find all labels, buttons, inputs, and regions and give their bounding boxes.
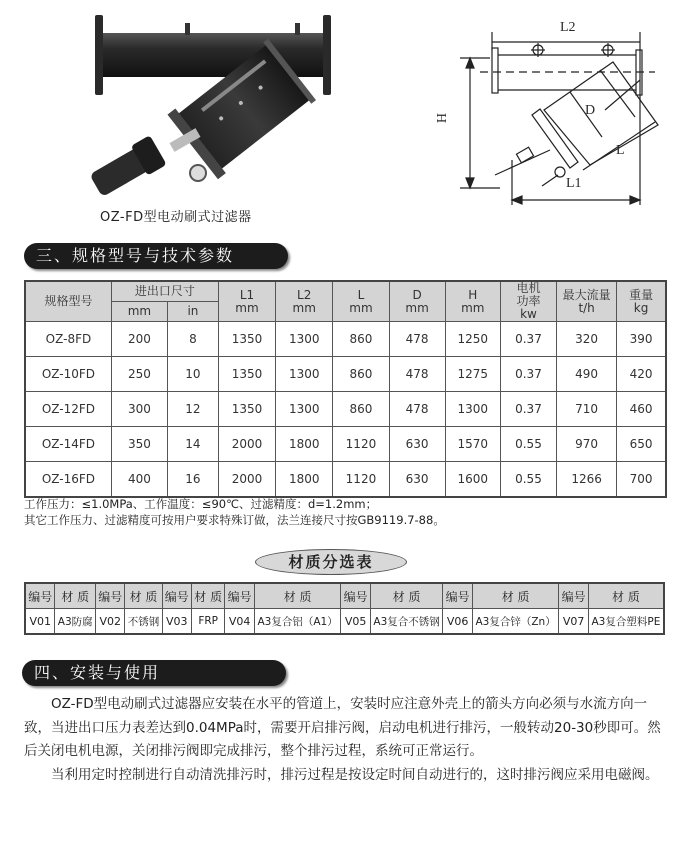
header-l: L mm — [333, 281, 389, 322]
spec-cell: 1266 — [557, 462, 617, 498]
installation-text — [24, 693, 674, 787]
spec-cell: 860 — [333, 322, 389, 357]
label-l: L — [616, 143, 625, 158]
spec-table-body — [25, 322, 666, 498]
spec-cell: 1275 — [445, 357, 500, 392]
header-port-in: in — [167, 302, 218, 322]
material-header-row — [25, 583, 664, 609]
dimension-drawing — [430, 10, 690, 210]
outlet-flange — [323, 15, 331, 95]
spec-cell: 12 — [167, 392, 218, 427]
main-pipe — [102, 33, 327, 77]
spec-cell: 250 — [111, 357, 167, 392]
header-power: 电机 功率 kw — [500, 281, 556, 322]
model-cell: OZ-12FD — [25, 392, 111, 427]
spec-cell: 970 — [557, 427, 617, 462]
material-code: V03 — [162, 609, 191, 635]
label-l1: L1 — [566, 176, 582, 191]
material-header: 材 质 — [125, 583, 162, 609]
spec-cell: 14 — [167, 427, 218, 462]
model-cell: OZ-8FD — [25, 322, 111, 357]
material-header: 材 质 — [55, 583, 96, 609]
material-code: V01 — [25, 609, 55, 635]
drain-valve — [190, 165, 206, 181]
code-header: 编号 — [162, 583, 191, 609]
model-cell: OZ-16FD — [25, 462, 111, 498]
spec-cell: 1570 — [445, 427, 500, 462]
material-code: V05 — [341, 609, 370, 635]
spec-cell: 630 — [389, 427, 445, 462]
material-table — [24, 582, 665, 635]
code-header: 编号 — [559, 583, 588, 609]
section-header-installation: 四、安装与使用 — [22, 660, 286, 686]
paragraph: OZ-FD型电动刷式过滤器应安装在水平的管道上，安装时应注意外壳上的箭头方向必须与水流方向一致，当进出口压力表差达到0.04MPa时，需要开启排污阀，启动电机进行排污，一般转动20-30秒即可。然后关闭电机电源，关闭排污阀即完成排污，整个排污过程，系统可正常运行。 — [24, 696, 661, 759]
spec-cell: 2000 — [218, 462, 275, 498]
material-code: V02 — [95, 609, 124, 635]
spec-row — [25, 462, 666, 498]
paragraph: 当利用定时控制进行自动清洗排污时，排污过程是按设定时间自动进行的，这时排污阀应采用电磁阀。 — [51, 766, 659, 783]
motor — [87, 135, 166, 200]
material-header: 材 质 — [472, 583, 559, 609]
header-l2: L2 mm — [276, 281, 333, 322]
material-header: 材 质 — [588, 583, 664, 609]
code-header: 编号 — [225, 583, 254, 609]
material-header: 材 质 — [370, 583, 443, 609]
spec-cell: 2000 — [218, 427, 275, 462]
material-table-title: 材质分选表 — [255, 549, 407, 575]
spec-cell: 1300 — [276, 322, 333, 357]
spec-cell: 1600 — [445, 462, 500, 498]
spec-cell: 1300 — [276, 357, 333, 392]
spec-row — [25, 357, 666, 392]
material-code: V06 — [443, 609, 472, 635]
header-flow: 最大流量 t/h — [557, 281, 617, 322]
spec-notes — [24, 496, 445, 528]
spec-cell: 8 — [167, 322, 218, 357]
label-d: D — [585, 103, 596, 118]
material-header: 材 质 — [192, 583, 225, 609]
model-cell: OZ-14FD — [25, 427, 111, 462]
material-header: 材 质 — [254, 583, 341, 609]
header-h: H mm — [445, 281, 500, 322]
spec-cell: 1800 — [276, 427, 333, 462]
spec-row — [25, 322, 666, 357]
inlet-flange — [95, 15, 103, 95]
spec-cell: 1300 — [276, 392, 333, 427]
section-header-specs: 三、规格型号与技术参数 — [24, 243, 288, 269]
spec-cell: 1350 — [218, 357, 275, 392]
spec-cell: 10 — [167, 357, 218, 392]
material-name: 不锈钢 — [125, 609, 162, 635]
photo-caption: OZ-FD型电动刷式过滤器 — [100, 210, 252, 225]
spec-cell: 390 — [617, 322, 666, 357]
spec-cell: 0.37 — [500, 357, 556, 392]
spec-cell: 460 — [617, 392, 666, 427]
header-weight: 重量 kg — [617, 281, 666, 322]
spec-cell: 860 — [333, 357, 389, 392]
spec-cell: 1800 — [276, 462, 333, 498]
material-name: A3防腐 — [55, 609, 96, 635]
spec-cell: 478 — [389, 357, 445, 392]
header-model: 规格型号 — [25, 281, 111, 322]
spec-cell: 300 — [111, 392, 167, 427]
spec-cell: 478 — [389, 392, 445, 427]
spec-cell: 0.55 — [500, 462, 556, 498]
spec-cell: 630 — [389, 462, 445, 498]
spec-cell: 1350 — [218, 322, 275, 357]
material-code: V07 — [559, 609, 588, 635]
header-d: D mm — [389, 281, 445, 322]
code-header: 编号 — [95, 583, 124, 609]
spec-table — [24, 280, 667, 498]
spec-row — [25, 392, 666, 427]
material-value-row — [25, 609, 664, 635]
code-header: 编号 — [25, 583, 55, 609]
note-line: 工作压力：≤1.0MPa、工作温度：≤90℃、过滤精度：d=1.2mm； — [24, 497, 378, 511]
model-cell: OZ-10FD — [25, 357, 111, 392]
spec-cell: 200 — [111, 322, 167, 357]
spec-cell: 320 — [557, 322, 617, 357]
spec-cell: 400 — [111, 462, 167, 498]
note-line: 其它工作压力、过滤精度可按用户要求特殊订做，法兰连接尺寸按GB9119.7-88。 — [24, 513, 445, 527]
spec-cell: 16 — [167, 462, 218, 498]
spec-cell: 490 — [557, 357, 617, 392]
spec-cell: 700 — [617, 462, 666, 498]
code-header: 编号 — [443, 583, 472, 609]
spec-cell: 350 — [111, 427, 167, 462]
material-code: V04 — [225, 609, 254, 635]
spec-cell: 0.37 — [500, 392, 556, 427]
header-port-size: 进出口尺寸 — [111, 281, 218, 302]
dimension-diagram — [430, 10, 690, 210]
header-port-mm: mm — [111, 302, 167, 322]
material-name: A3复合锌（Zn） — [472, 609, 559, 635]
filter-illustration — [70, 5, 350, 200]
code-header: 编号 — [341, 583, 370, 609]
product-photo — [70, 5, 350, 200]
spec-row — [25, 427, 666, 462]
spec-cell: 650 — [617, 427, 666, 462]
material-name: FRP — [192, 609, 225, 635]
spec-cell: 1120 — [333, 462, 389, 498]
spec-cell: 1120 — [333, 427, 389, 462]
spec-cell: 1350 — [218, 392, 275, 427]
material-name: A3复合铝（A1） — [254, 609, 341, 635]
material-name: A3复合不锈钢 — [370, 609, 443, 635]
spec-cell: 0.55 — [500, 427, 556, 462]
spec-cell: 478 — [389, 322, 445, 357]
spec-cell: 710 — [557, 392, 617, 427]
spec-cell: 0.37 — [500, 322, 556, 357]
spec-cell: 1250 — [445, 322, 500, 357]
header-l1: L1 mm — [218, 281, 275, 322]
spec-cell: 1300 — [445, 392, 500, 427]
spec-cell: 420 — [617, 357, 666, 392]
material-name: A3复合塑料PE — [588, 609, 664, 635]
label-h: H — [435, 112, 451, 124]
label-l2: L2 — [560, 20, 576, 35]
spec-cell: 860 — [333, 392, 389, 427]
